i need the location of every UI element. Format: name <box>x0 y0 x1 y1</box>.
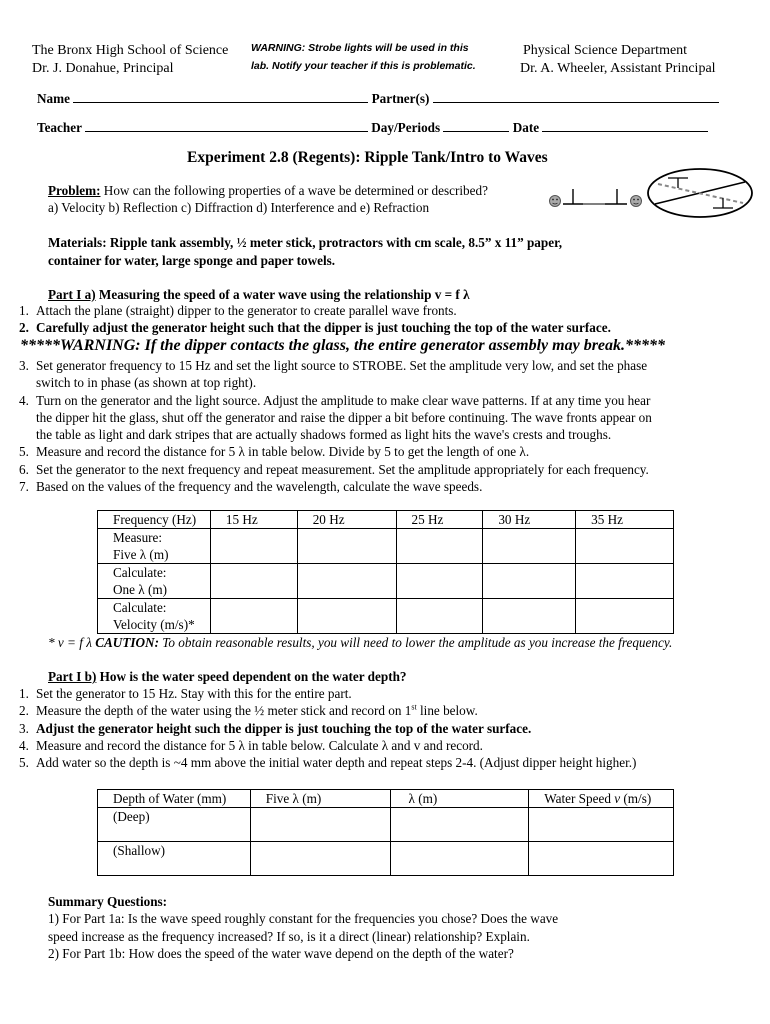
table-row: Depth of Water (mm) Five λ (m) λ (m) Water Speed v (m/s) <box>98 790 674 808</box>
caution-text: To obtain reasonable results, you will need to lower the amplitude as you increase the frequency. <box>162 635 673 650</box>
partner-label: Partner(s) <box>371 91 430 106</box>
problem-line <box>48 182 488 199</box>
summary-q2: 2) For Part 1b: How does the speed of the water wave depend on the depth of the water? <box>48 946 514 961</box>
frequency-table <box>97 510 674 634</box>
table-row: Measure: Five λ (m) <box>98 529 674 564</box>
list-item: 2. Carefully adjust the generator height such that the dipper is just touching the top of the water surface. <box>19 320 611 336</box>
name-row <box>37 89 719 107</box>
partner-field[interactable] <box>433 89 719 103</box>
part1b-steps <box>0 685 770 771</box>
depth-table <box>97 789 674 876</box>
list-item: 5. Add water so the depth is ~4 mm above the initial water depth and repeat steps 2-4. (Adjust dipper height higher.) <box>19 755 637 771</box>
name-label: Name <box>37 91 70 106</box>
school-name: The Bronx High School of Science <box>32 43 229 58</box>
dipper-warning: *****WARNING: If the dipper contacts the glass, the entire generator assembly may break.***** <box>20 337 666 354</box>
list-item: 1. Set the generator to 15 Hz. Stay with this for the entire part. <box>19 686 352 701</box>
part1a-steps-a <box>0 302 770 337</box>
date-label: Date <box>512 120 540 135</box>
summary-heading: Summary Questions: <box>48 894 168 909</box>
list-item: 4. Turn on the generator and the light source. Adjust the amplitude to make clear wave patterns. If at any time you hear the dipper hit the glass, shut off the generator and raise the dipper a bit before continuing. The wave fronts appear on the table as light and dark stripes that are actually shadows formed as light hits the wave's crests and troughs. <box>19 392 652 443</box>
part1a-label: Part I a) <box>48 287 96 302</box>
part1a-heading <box>48 286 470 303</box>
smiley-icon <box>631 196 642 207</box>
table-row: Calculate: One λ (m) <box>98 564 674 599</box>
part1a-steps-b <box>0 357 770 495</box>
materials-line2: container for water, large sponge and paper towels. <box>48 253 336 268</box>
list-item: 6. Set the generator to the next frequency and repeat measurement. Set the amplitude appropriately for each frequency. <box>19 461 649 477</box>
table-row: Calculate: Velocity (m/s)* <box>98 599 674 634</box>
part1b-title: How is the water speed dependent on the water depth? <box>99 669 407 684</box>
dipper-left-icon <box>563 189 583 204</box>
principal-name: Dr. J. Donahue, Principal <box>32 61 174 76</box>
materials-line1: Materials: Ripple tank assembly, ½ meter stick, protractors with cm scale, 8.5” x 11” paper, <box>48 235 563 250</box>
table-row: Frequency (Hz) 15 Hz 20 Hz 25 Hz 30 Hz 35 Hz <box>98 511 674 529</box>
summary-q1-line2: speed increase as the frequency increased? If so, is it a direct (linear) relationship? Explain. <box>48 929 530 944</box>
strobe-warning-line1: WARNING: Strobe lights will be used in this <box>251 42 469 54</box>
assistant-principal-name: Dr. A. Wheeler, Assistant Principal <box>520 61 716 76</box>
list-item: 3. Adjust the generator height such the dipper is just touching the top of the water surface. <box>19 720 532 736</box>
problem-options: a) Velocity b) Reflection c) Diffraction d) Interference and e) Refraction <box>48 200 430 215</box>
out-of-phase-icon <box>648 169 752 217</box>
list-item: 1. Attach the plane (straight) dipper to the generator to create parallel wave fronts. <box>19 303 457 318</box>
list-item: 2. Measure the depth of the water using the ½ meter stick and record on 1st line below. <box>19 702 478 719</box>
velocity-formula: * v = f λ <box>48 635 92 650</box>
table-row: (Deep) <box>98 808 674 842</box>
dipper-right-icon <box>605 189 627 204</box>
smiley-icon <box>550 196 561 207</box>
ripple-tank-diagram <box>543 168 769 222</box>
problem-label: Problem: <box>48 183 101 198</box>
teacher-field[interactable] <box>85 118 368 132</box>
department-name: Physical Science Department <box>523 43 688 58</box>
teacher-label: Teacher <box>37 120 82 135</box>
strobe-warning-line2: lab. Notify your teacher if this is problematic. <box>251 60 476 72</box>
velocity-footnote <box>48 634 672 651</box>
part1b-label: Part I b) <box>48 669 97 684</box>
caution-label: CAUTION: <box>95 635 159 650</box>
problem-question: How can the following properties of a wave be determined or described? <box>103 183 488 198</box>
day-periods-label: Day/Periods <box>371 120 441 135</box>
day-periods-field[interactable] <box>443 118 509 132</box>
teacher-row <box>37 118 708 136</box>
list-item: 4. Measure and record the distance for 5 λ in table below. Calculate λ and v and record. <box>19 737 483 753</box>
date-field[interactable] <box>542 118 708 132</box>
summary-q1-line1: 1) For Part 1a: Is the wave speed roughly constant for the frequencies you chose? Does the wave <box>48 911 559 926</box>
part1b-heading <box>48 668 407 685</box>
list-item: 3. Set generator frequency to 15 Hz and set the light source to STROBE. Set the amplitude very low, and set the phase switch to in phase (as shown at top right). <box>19 358 648 391</box>
list-item: 7. Based on the values of the frequency and the wavelength, calculate the wave speeds. <box>19 479 483 495</box>
table-row: (Shallow) <box>98 842 674 876</box>
page-title: Experiment 2.8 (Regents): Ripple Tank/Intro to Waves <box>187 149 548 166</box>
name-field[interactable] <box>73 89 368 103</box>
part1a-title: Measuring the speed of a water wave using the relationship v = f λ <box>98 287 470 302</box>
list-item: 5. Measure and record the distance for 5 λ in table below. Divide by 5 to get the length of one λ. <box>19 444 530 460</box>
